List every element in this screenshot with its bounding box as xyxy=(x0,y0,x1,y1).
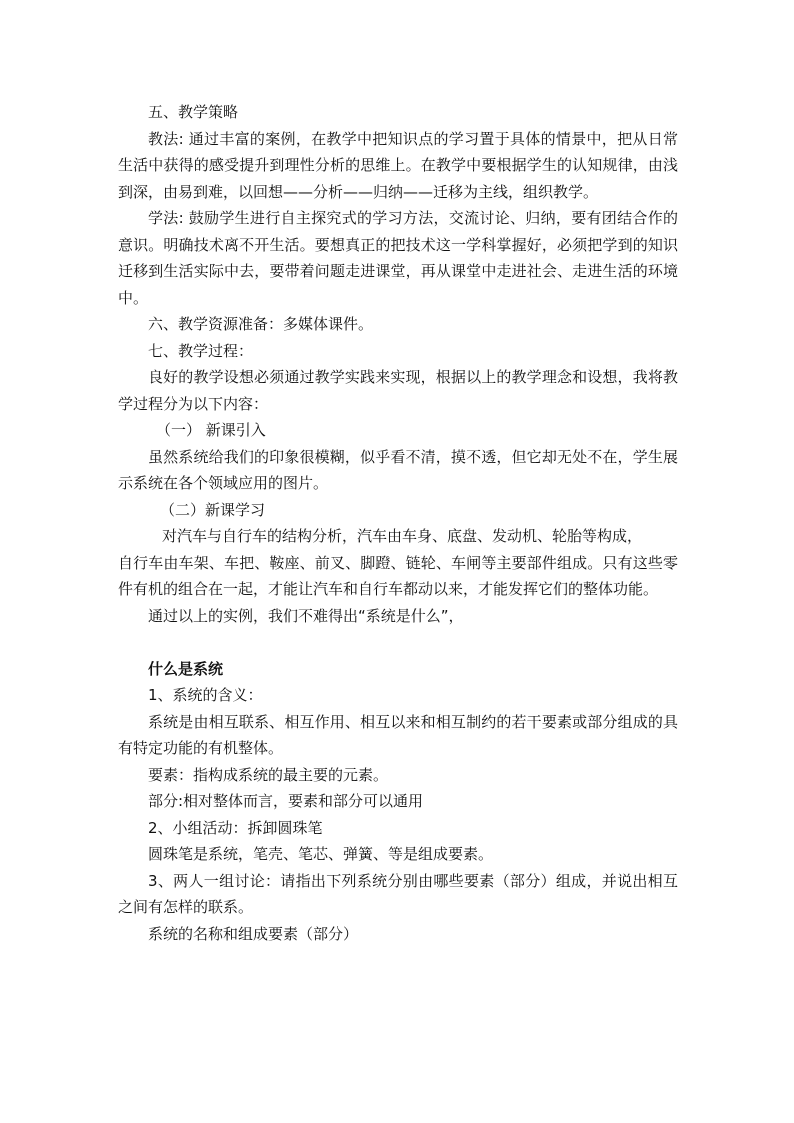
subheading-new-lesson-intro: （一） 新课引入 xyxy=(156,421,266,439)
item-system-meaning: 1、系统的含义： xyxy=(148,686,263,704)
item-pair-discussion: 3、两人一组讨论：请指出下列系统分别由哪些要素（部分）组成，并说出相互之间有怎样的联系。 xyxy=(118,871,678,916)
blank-line xyxy=(118,629,678,656)
heading-teaching-process: 七、教学过程： xyxy=(148,341,254,360)
paragraph-car-structure: 对汽车与自行车的结构分析，汽车由车身、底盘、发动机、轮胎等构成， xyxy=(162,527,643,545)
paragraph-pen-example: 圆珠笔是系统，笔壳、笔芯、弹簧、等是组成要素。 xyxy=(148,845,494,863)
paragraph-element-definition: 要素：指构成系统的最主要的元素。 xyxy=(148,765,389,784)
paragraph-process-intro: 良好的教学设想必须通过教学实践来实现，根据以上的教学理念和设想，我将教学过程分为以下内容： xyxy=(118,368,678,413)
paragraph-teaching-method: 教法: 通过丰富的案例，在教学中把知识点的学习置于具体的情景中，把从日常生活中获得的感受提升到理性分析的思维上。在教学中要根据学生的认知规律，由浅到深，由易到难，以回想——分析——归纳——迁移为主线，组织教学。 xyxy=(118,129,678,201)
heading-resources: 六、教学资源准备：多媒体课件。 xyxy=(148,315,374,333)
paragraph-part-definition: 部分:相对整体而言，要素和部分可以通用 xyxy=(148,792,424,810)
document-body xyxy=(118,99,678,947)
item-group-activity: 2、小组活动：拆卸圆珠笔 xyxy=(148,818,323,837)
heading-teaching-strategy: 五、教学策略 xyxy=(148,103,239,121)
paragraph-conclusion: 通过以上的实例，我们不难得出“系统是什么”， xyxy=(148,606,464,625)
paragraph-system-name-elements: 系统的名称和组成要素（部分） xyxy=(148,924,359,943)
heading-what-is-system: 什么是系统 xyxy=(148,659,224,678)
paragraph-system-definition: 系统是由相互联系、相互作用、相互以来和相互制约的若干要素或部分组成的具有特定功能的有机整体。 xyxy=(118,712,678,757)
paragraph-learning-method: 学法: 鼓励学生进行自主探究式的学习方法，交流讨论、归纳，要有团结合作的意识。明确技术离不开生活。要想真正的把技术这一学科掌握好，必须把学到的知识迁移到生活实际中去，要带着问题走进课堂，再从课堂中走进社会、走进生活的环境中。 xyxy=(118,209,678,307)
subheading-new-lesson-study: （二）新课学习 xyxy=(160,500,266,519)
paragraph-system-intro: 虽然系统给我们的印象很模糊，似乎看不清，摸不透，但它却无处不在，学生展示系统在各个领域应用的图片。 xyxy=(118,447,678,492)
paragraph-bicycle-structure: 自行车由车架、车把、鞍座、前叉、脚蹬、链轮、车闸等主要部件组成。只有这些零件有机的组合在一起，才能让汽车和自行车都动以来，才能发挥它们的整体功能。 xyxy=(118,553,678,598)
